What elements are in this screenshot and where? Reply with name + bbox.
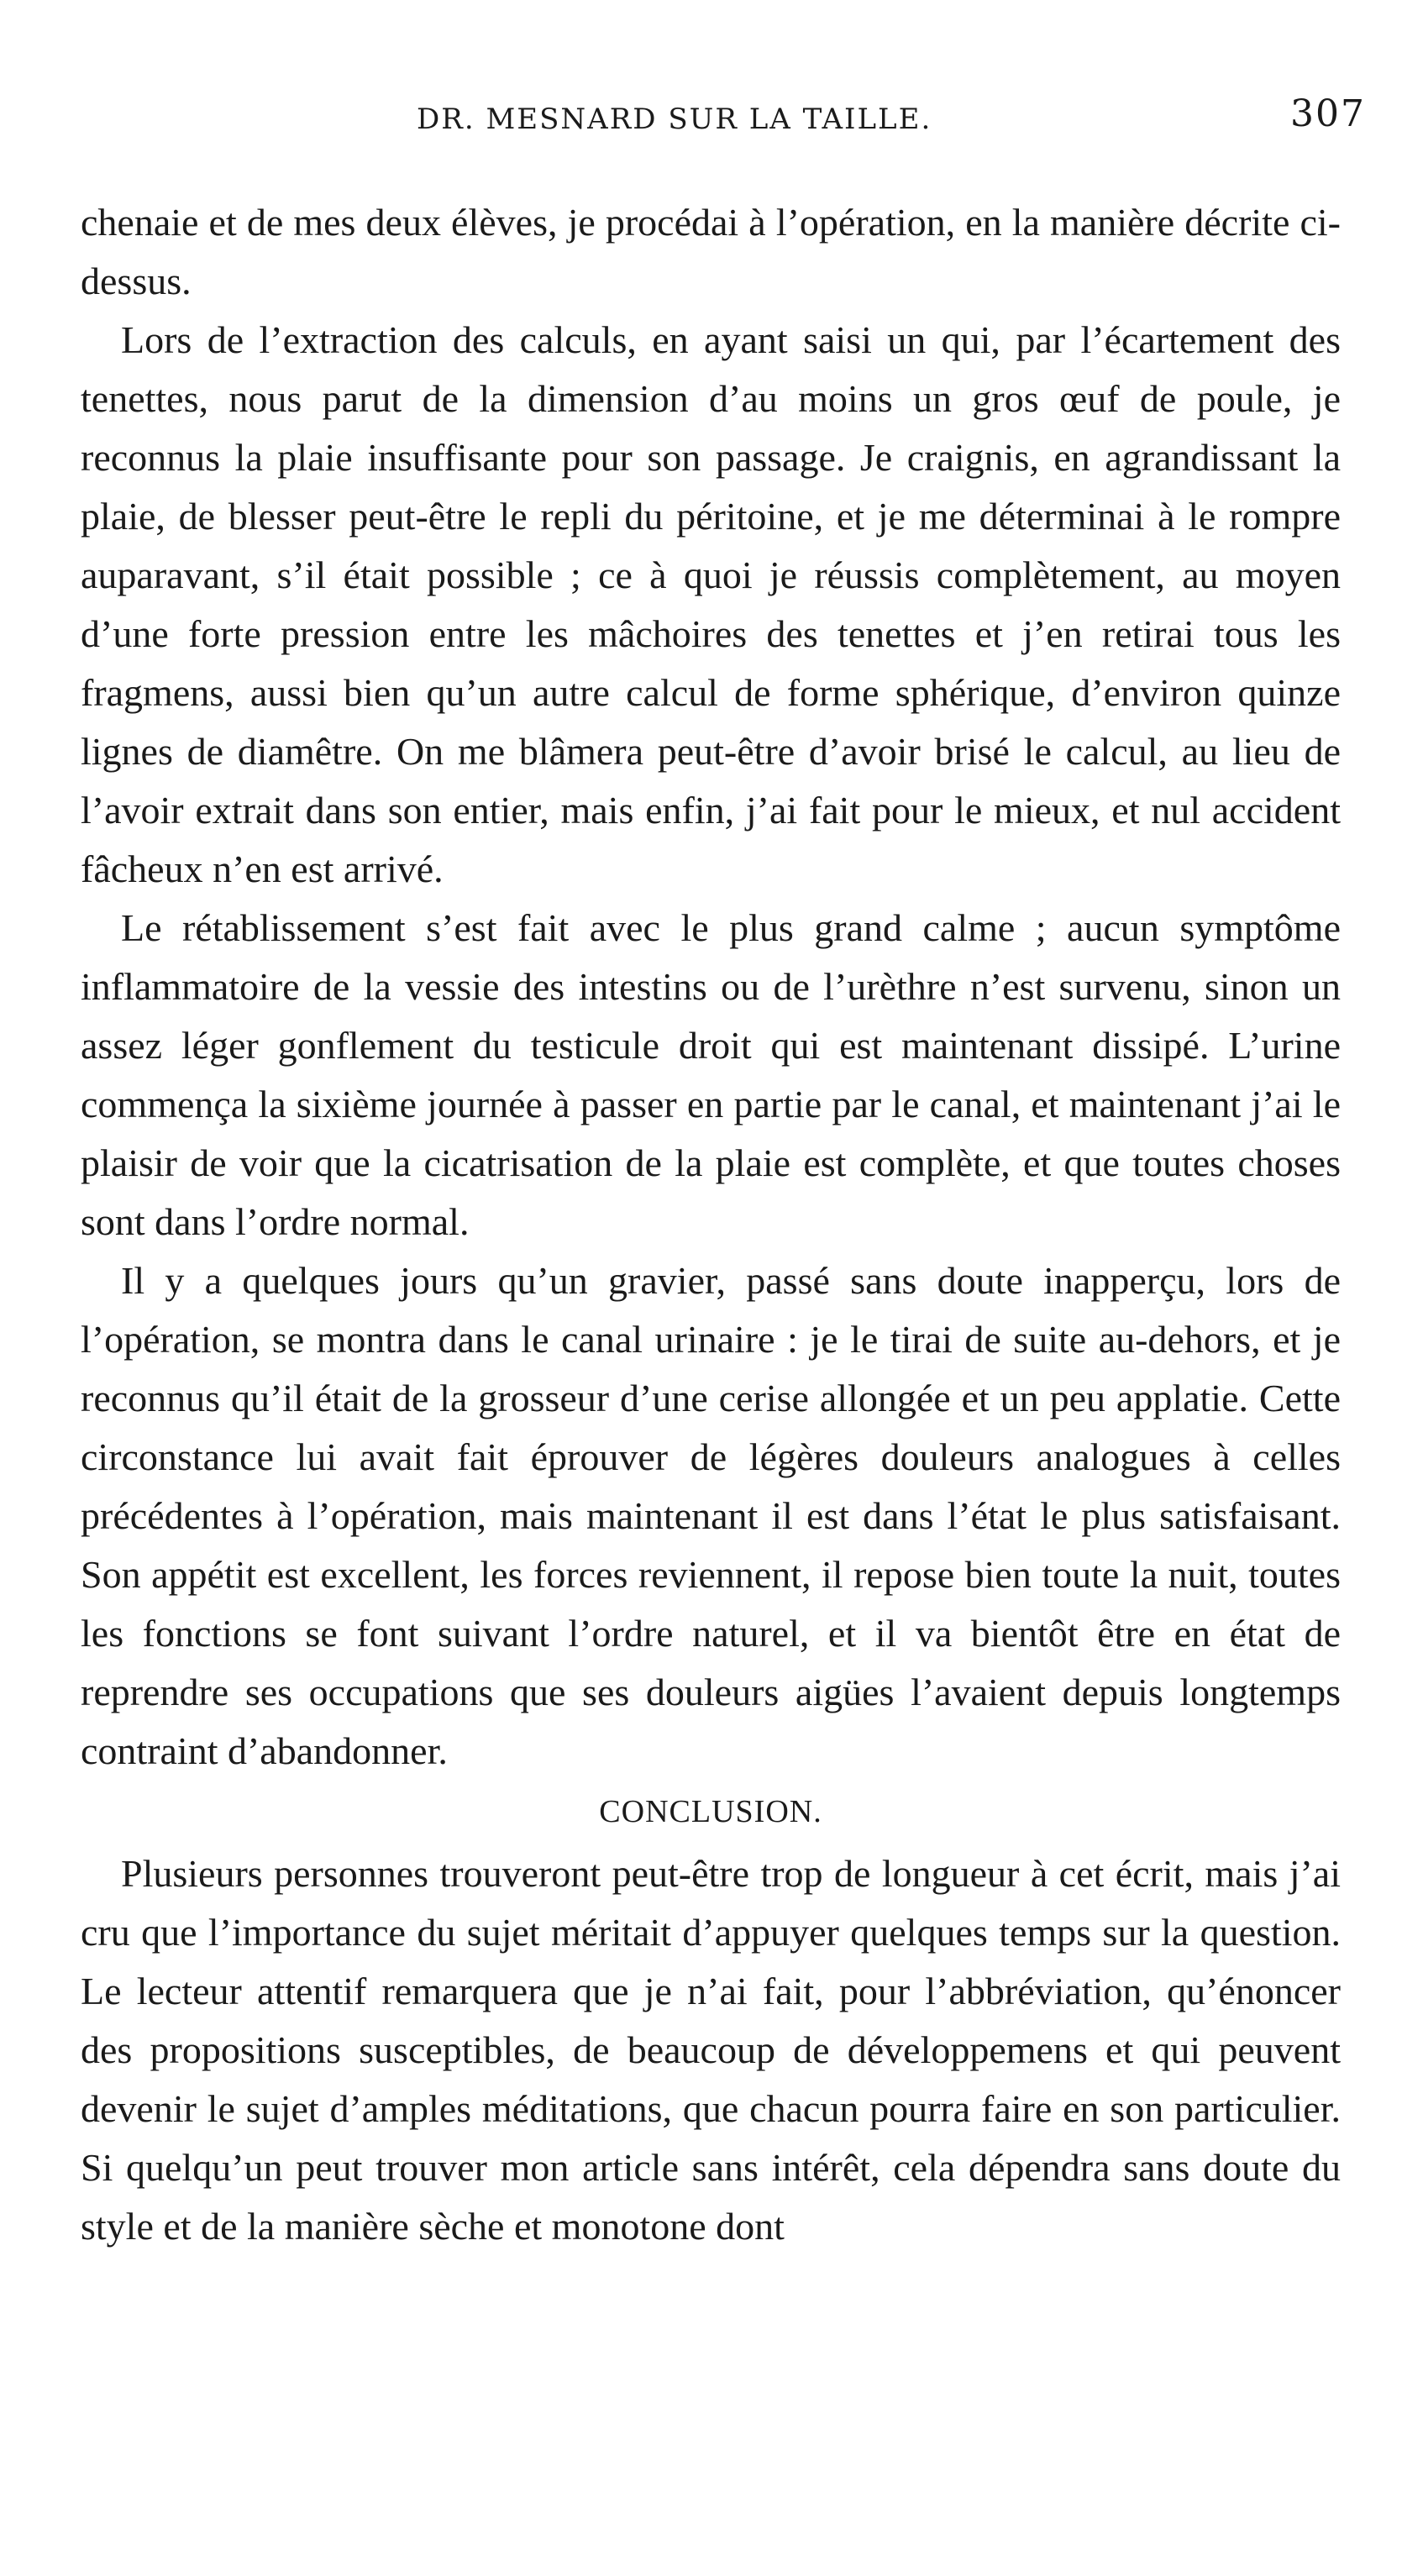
paragraph: Lors de l’extraction des calculs, en ayant saisi un qui, par l’écartement des tenettes, nous parut de la dimension d’au moins un gros œuf de poule, je reconnus la plaie insuffisante pour son passage. Je craignis, en agrandissant la plaie, de blesser peut-être le repli du péritoine, et je me déterminai à le rompre auparavant, s’il était possible ; ce à quoi je réussis complètement, au moyen d’une forte pression entre les mâchoires des tenettes et j’en retirai tous les fragmens, aussi bien qu’un autre calcul de forme sphérique, d’environ quinze lignes de diamêtre. On me blâmera peut-être d’avoir brisé le calcul, au lieu de l’avoir extrait dans son entier, mais enfin, j’ai fait pour le mieux, et nul accident fâcheux n’en est arrivé. xyxy=(81,318,1341,890)
book-page xyxy=(81,92,1366,2256)
running-header xyxy=(81,92,1366,143)
body-text xyxy=(81,193,1341,2256)
paragraph: Le rétablissement s’est fait avec le plus grand calme ; aucun symptôme inflammatoire de la vessie des intestins ou de l’urèthre n’est survenu, sinon un assez léger gonflement du testicule droit qui est maintenant dissipé. L’urine commença la sixième journée à passer en partie par le canal, et maintenant j’ai le plaisir de voir que la cicatrisation de la plaie est complète, et que toutes choses sont dans l’ordre normal. xyxy=(81,906,1341,1243)
page-number: 307 xyxy=(1290,92,1366,135)
conclusion-paragraph: Plusieurs personnes trouveront peut-être trop de longueur à cet écrit, mais j’ai cru que l’importance du sujet méritait d’appuyer quelques temps sur la question. Le lecteur attentif remarquera que je n’ai fait, pour l’abbréviation, qu’énoncer des propositions susceptibles, de beaucoup de développemens et qui peuvent devenir le sujet d’amples méditations, que chacun pourra faire en son particulier. Si quelqu’un peut trouver mon article sans intérêt, cela dépendra sans doute du style et de la manière sèche et monotone dont xyxy=(81,1852,1341,2248)
paragraph-continuation: chenaie et de mes deux élèves, je procédai à l’opération, en la manière décrite ci-dessus. xyxy=(81,201,1341,302)
section-heading: CONCLUSION. xyxy=(599,1794,822,1829)
running-title: DR. MESNARD SUR LA TAILLE. xyxy=(417,102,932,136)
paragraph: Il y a quelques jours qu’un gravier, passé sans doute inapperçu, lors de l’opération, se montra dans le canal urinaire : je le tirai de suite au-dehors, et je reconnus qu’il était de la grosseur d’une cerise allongée et un peu applatie. Cette circonstance lui avait fait éprouver de légères douleurs analogues à celles précédentes à l’opération, mais maintenant il est dans l’état le plus satisfaisant. Son appétit est excellent, les forces reviennent, il repose bien toute la nuit, toutes les fonctions se font suivant l’ordre naturel, et il va bientôt être en état de reprendre ses occupations que ses douleurs aigües l’avaient depuis longtemps contraint d’abandonner. xyxy=(81,1259,1341,1772)
